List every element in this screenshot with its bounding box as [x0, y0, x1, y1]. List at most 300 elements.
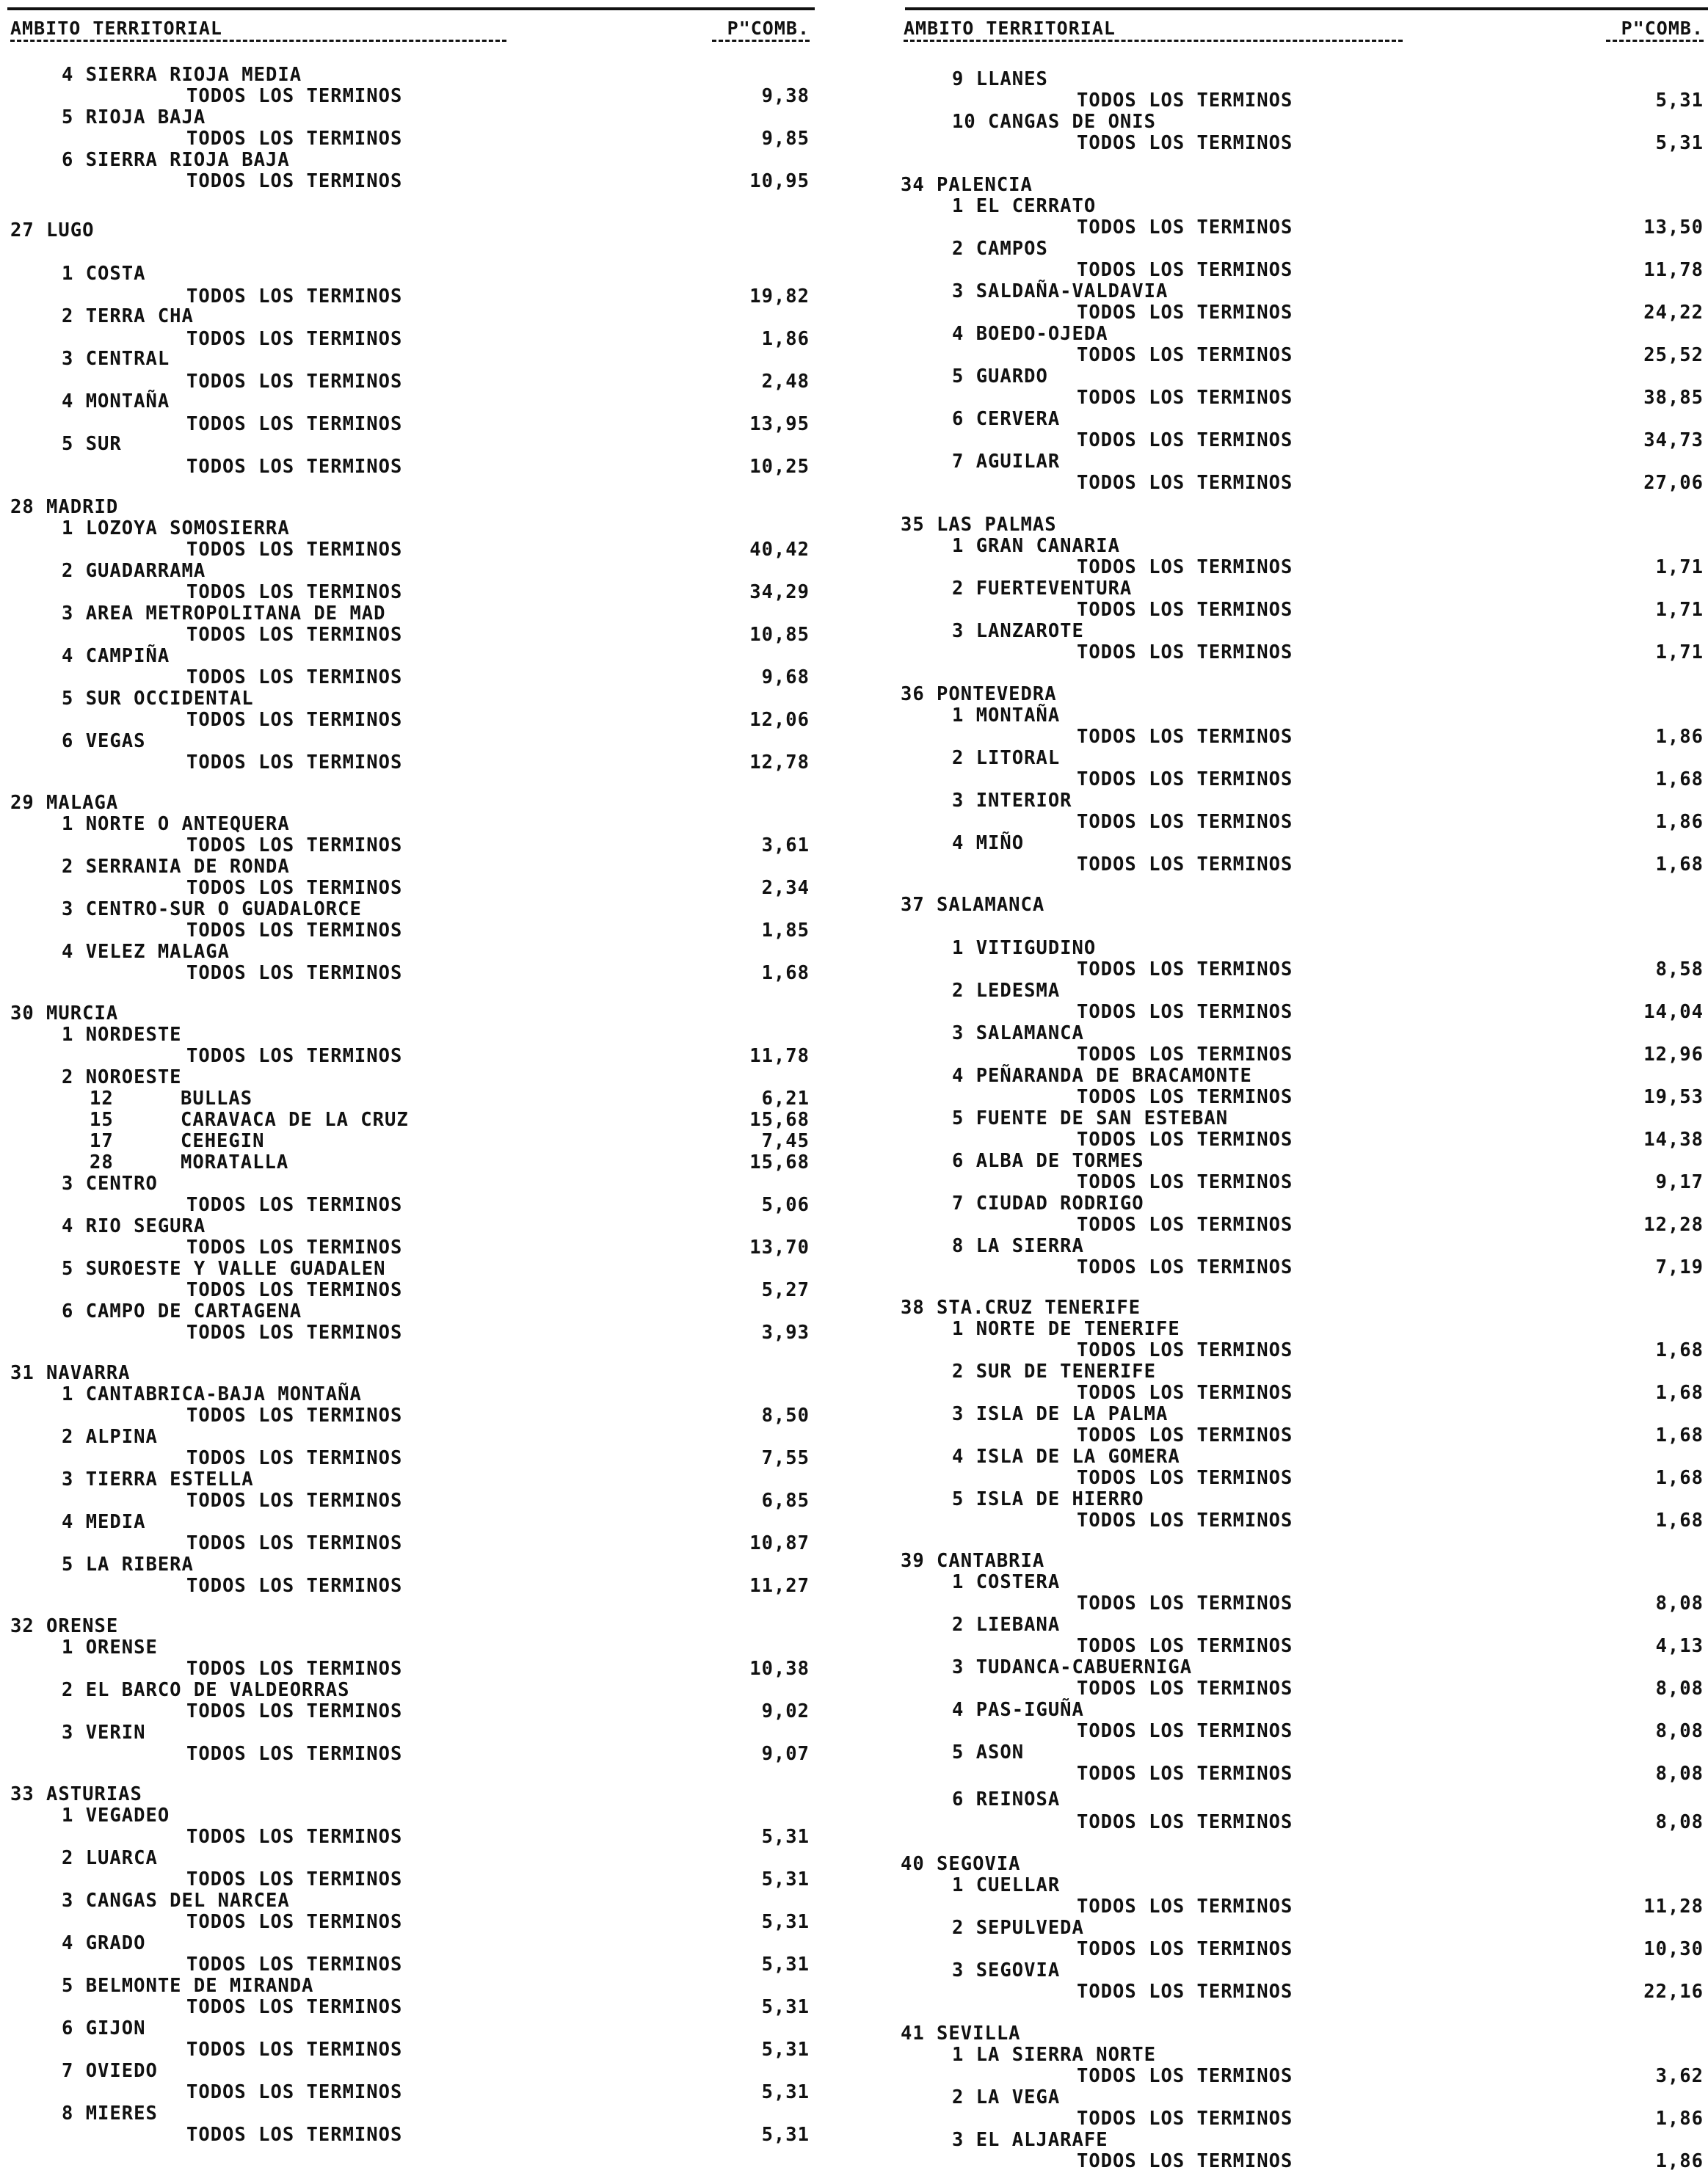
territory-label: TODOS LOS TERMINOS [186, 1279, 403, 1301]
territory-label: TODOS LOS TERMINOS [1077, 1467, 1293, 1489]
pcomb-value: 7,55 [761, 1447, 810, 1469]
territory-label: TODOS LOS TERMINOS [186, 2081, 403, 2103]
comarca-row [0, 432, 818, 456]
territory-label: TODOS LOS TERMINOS [186, 1868, 403, 1890]
comarca-row [0, 898, 818, 921]
province-row [890, 2022, 1708, 2045]
territory-label: TODOS LOS TERMINOS [1077, 472, 1293, 494]
comarca-row [0, 1023, 818, 1046]
province-row [890, 173, 1708, 197]
territory-label: TODOS LOS TERMINOS [1077, 811, 1293, 833]
territory-label: TODOS LOS TERMINOS [186, 834, 403, 856]
comarca-row [0, 1846, 818, 1870]
territory-label: TODOS LOS TERMINOS [1077, 1678, 1293, 1700]
comarca-row [890, 322, 1708, 346]
territory-label: 41 SEVILLA [901, 2023, 1021, 2045]
territory-label: 6 ALBA DE TORMES [952, 1150, 1144, 1172]
comarca-row [0, 559, 818, 583]
pcomb-value: 1,68 [1655, 1339, 1704, 1361]
comarca-row [0, 262, 818, 285]
comarca-row [0, 2017, 818, 2040]
comarca-row [0, 729, 818, 753]
term-row [0, 623, 818, 647]
term-row [0, 919, 818, 942]
territory-label: TODOS LOS TERMINOS [186, 581, 403, 603]
pcomb-value: 1,86 [1655, 726, 1704, 748]
territory-label: 4 MONTAÑA [62, 390, 170, 412]
term-row [890, 1762, 1708, 1786]
territory-label: 3 CENTRO [62, 1173, 158, 1195]
term-row [0, 1700, 818, 1723]
term-row [890, 958, 1708, 981]
comarca-row [890, 1656, 1708, 1679]
comarca-row [0, 1678, 818, 1702]
pcomb-value: 5,31 [761, 1868, 810, 1890]
term-row [0, 1574, 818, 1598]
territory-label: 4 RIO SEGURA [62, 1215, 206, 1237]
comarca-row [890, 237, 1708, 261]
pcomb-value: 38,85 [1643, 387, 1704, 409]
territory-label: TODOS LOS TERMINOS [1077, 1811, 1293, 1833]
territory-label: 2 TERRA CHA [62, 305, 194, 327]
pcomb-value: 1,86 [1655, 2108, 1704, 2130]
pcomb-value: 9,02 [761, 1700, 810, 1722]
territory-label: TODOS LOS TERMINOS [1077, 599, 1293, 621]
header-underline-ambito [10, 40, 506, 42]
pcomb-value: 25,52 [1643, 344, 1704, 366]
term-row [890, 1256, 1708, 1279]
pcomb-value: 1,85 [761, 920, 810, 942]
pcomb-value: 12,78 [749, 751, 810, 774]
term-row [890, 598, 1708, 622]
term-row [890, 1085, 1708, 1109]
term-row [890, 429, 1708, 452]
comarca-row [890, 1613, 1708, 1637]
comarca-row [890, 1570, 1708, 1594]
comarca-row [0, 1066, 818, 1089]
pcomb-value: 8,50 [761, 1405, 810, 1427]
municipality-code: 15 [90, 1109, 114, 1131]
term-row [0, 1489, 818, 1513]
pcomb-value: 12,06 [749, 709, 810, 731]
territory-label: 5 SUROESTE Y VALLE GUADALEN [62, 1258, 386, 1280]
term-row [0, 834, 818, 857]
comarca-row [890, 1741, 1708, 1764]
pcomb-value: 34,29 [749, 581, 810, 603]
term-row [0, 1151, 818, 1174]
territory-label: TODOS LOS TERMINOS [1077, 958, 1293, 980]
comarca-row [890, 746, 1708, 770]
term-row [0, 751, 818, 774]
pcomb-value: 40,42 [749, 539, 810, 561]
territory-label: TODOS LOS TERMINOS [1077, 1896, 1293, 1918]
territory-label: 1 MONTAÑA [952, 705, 1061, 727]
pcomb-value: 2,34 [761, 877, 810, 899]
pcomb-value: 5,31 [761, 2039, 810, 2061]
pcomb-value: 9,17 [1655, 1171, 1704, 1193]
territory-label: MORATALLA [181, 1151, 289, 1173]
term-row [890, 1128, 1708, 1151]
comarca-row [890, 2086, 1708, 2109]
territory-label: TODOS LOS TERMINOS [186, 666, 403, 688]
term-row [0, 538, 818, 561]
comarca-row [0, 1468, 818, 1491]
territory-label: 7 OVIEDO [62, 2060, 158, 2082]
term-row [890, 1381, 1708, 1405]
comarca-row [890, 1698, 1708, 1722]
territory-label: TODOS LOS TERMINOS [1077, 1256, 1293, 1278]
pcomb-value: 8,58 [1655, 958, 1704, 980]
pcomb-value: 1,68 [1655, 1382, 1704, 1404]
territory-label: 1 CANTABRICA-BAJA MONTAÑA [62, 1383, 362, 1405]
territory-label: TODOS LOS TERMINOS [1077, 1171, 1293, 1193]
territory-label: TODOS LOS TERMINOS [186, 962, 403, 984]
pcomb-value: 1,86 [1655, 2150, 1704, 2172]
territory-label: TODOS LOS TERMINOS [1077, 556, 1293, 578]
territory-label: TODOS LOS TERMINOS [186, 1532, 403, 1554]
header-underline-pcomb [1606, 40, 1704, 42]
comarca-row [890, 2043, 1708, 2067]
territory-label: TODOS LOS TERMINOS [186, 1743, 403, 1765]
pcomb-value: 13,50 [1643, 216, 1704, 239]
pcomb-value: 10,87 [749, 1532, 810, 1554]
territory-label: TODOS LOS TERMINOS [1077, 726, 1293, 748]
pcomb-value: 27,06 [1643, 472, 1704, 494]
comarca-row [0, 1932, 818, 1955]
territory-label: 2 GUADARRAMA [62, 560, 206, 582]
comarca-row [890, 2128, 1708, 2152]
term-row [890, 1509, 1708, 1532]
territory-label: TODOS LOS TERMINOS [186, 1045, 403, 1067]
term-row [0, 1532, 818, 1555]
term-row [0, 127, 818, 150]
comarca-row [0, 106, 818, 129]
territory-label: 1 LOZOYA SOMOSIERRA [62, 517, 290, 539]
territory-label: TODOS LOS TERMINOS [1077, 344, 1293, 366]
territory-label: 6 CAMPO DE CARTAGENA [62, 1300, 302, 1322]
pcomb-value: 8,08 [1655, 1763, 1704, 1785]
term-row [0, 1321, 818, 1344]
pcomb-value: 10,30 [1643, 1938, 1704, 1960]
term-row [0, 455, 818, 478]
term-row [890, 258, 1708, 282]
territory-label: TODOS LOS TERMINOS [1077, 853, 1293, 876]
term-row [0, 1953, 818, 1976]
pcomb-value: 3,62 [1655, 2065, 1704, 2087]
comarca-row [0, 2102, 818, 2125]
term-row [890, 1213, 1708, 1237]
pcomb-value: 10,25 [749, 456, 810, 478]
comarca-row [0, 1510, 818, 1534]
territory-label: TODOS LOS TERMINOS [1077, 1424, 1293, 1446]
term-row [890, 1677, 1708, 1700]
pcomb-value: 9,68 [761, 666, 810, 688]
term-row [890, 1895, 1708, 1918]
territory-label: 3 CANGAS DEL NARCEA [62, 1890, 290, 1912]
territory-label: 4 SIERRA RIOJA MEDIA [62, 64, 302, 86]
territory-label: 6 GIJON [62, 2017, 146, 2039]
pcomb-value: 8,08 [1655, 1592, 1704, 1615]
comarca-row [890, 979, 1708, 1002]
term-row [890, 641, 1708, 664]
territory-label: TODOS LOS TERMINOS [186, 170, 403, 192]
province-row [890, 682, 1708, 706]
pcomb-value: 5,31 [761, 1826, 810, 1848]
term-row [890, 386, 1708, 410]
term-row [0, 1129, 818, 1153]
term-row [0, 1868, 818, 1891]
territory-label: 2 ALPINA [62, 1426, 158, 1448]
term-row [0, 666, 818, 689]
territory-label: TODOS LOS TERMINOS [1077, 1001, 1293, 1023]
comarca-row [890, 1788, 1708, 1811]
territory-label: 29 MALAGA [10, 792, 119, 814]
comarca-row [890, 1874, 1708, 1897]
comarca-row [890, 1445, 1708, 1468]
territory-label: TODOS LOS TERMINOS [186, 1490, 403, 1512]
pcomb-value: 3,93 [761, 1322, 810, 1344]
territory-label: 5 FUENTE DE SAN ESTEBAN [952, 1107, 1229, 1129]
municipality-code: 28 [90, 1151, 114, 1173]
territory-label: TODOS LOS TERMINOS [1077, 2065, 1293, 2087]
comarca-row [890, 1488, 1708, 1511]
term-row [0, 2038, 818, 2061]
territory-label: 2 CAMPOS [952, 238, 1048, 260]
territory-label: TODOS LOS TERMINOS [186, 624, 403, 646]
territory-label: 8 MIERES [62, 2103, 158, 2125]
territory-label: TODOS LOS TERMINOS [1077, 641, 1293, 663]
pcomb-value: 1,71 [1655, 641, 1704, 663]
term-row [890, 725, 1708, 749]
territory-label: 5 GUARDO [952, 365, 1048, 387]
territory-label: TODOS LOS TERMINOS [1077, 1086, 1293, 1108]
term-row [0, 1404, 818, 1427]
pcomb-value: 10,85 [749, 624, 810, 646]
territory-label: 1 COSTERA [952, 1571, 1061, 1593]
comarca-row [0, 1889, 818, 1912]
pcomb-value: 11,78 [1643, 259, 1704, 281]
comarca-row [0, 1215, 818, 1238]
territory-label: 2 EL BARCO DE VALDEORRAS [62, 1679, 350, 1701]
header-pcomb: P"COMB. [727, 18, 810, 39]
territory-label: TODOS LOS TERMINOS [186, 539, 403, 561]
territory-label: 27 LUGO [10, 219, 95, 241]
territory-label: 9 LLANES [952, 68, 1048, 90]
comarca-row [0, 1383, 818, 1406]
territory-label: TODOS LOS TERMINOS [1077, 1981, 1293, 2003]
pcomb-value: 1,68 [1655, 768, 1704, 790]
comarca-row [890, 1192, 1708, 1215]
comarca-row [890, 619, 1708, 643]
comarca-row [0, 1425, 818, 1449]
territory-label: TODOS LOS TERMINOS [186, 128, 403, 150]
pcomb-value: 11,27 [749, 1575, 810, 1597]
territory-label: TODOS LOS TERMINOS [186, 1194, 403, 1216]
term-row [0, 1825, 818, 1849]
pcomb-value: 5,31 [761, 1911, 810, 1933]
territory-label: 3 CENTRAL [62, 348, 170, 370]
pcomb-value: 8,08 [1655, 1720, 1704, 1742]
pcomb-value: 12,28 [1643, 1214, 1704, 1236]
territory-label: 3 SALDAÑA-VALDAVIA [952, 280, 1169, 302]
territory-label: 34 PALENCIA [901, 174, 1033, 196]
pcomb-value: 34,73 [1643, 429, 1704, 451]
territory-label: 6 VEGAS [62, 730, 146, 752]
territory-label: TODOS LOS TERMINOS [186, 285, 403, 307]
territory-label: 3 SALAMANCA [952, 1022, 1084, 1044]
territory-label: 4 PEÑARANDA DE BRACAMONTE [952, 1065, 1252, 1087]
territory-label: 37 SALAMANCA [901, 894, 1045, 916]
comarca-row [0, 63, 818, 87]
territory-label: TODOS LOS TERMINOS [1077, 1938, 1293, 1960]
province-row [890, 1296, 1708, 1320]
term-row [890, 556, 1708, 579]
territory-label: 2 SUR DE TENERIFE [952, 1361, 1156, 1383]
pcomb-value: 11,28 [1643, 1896, 1704, 1918]
territory-label: 33 ASTURIAS [10, 1783, 142, 1805]
territory-label: 28 MADRID [10, 496, 119, 518]
term-row [890, 89, 1708, 112]
term-row [0, 84, 818, 108]
comarca-row [0, 1636, 818, 1659]
comarca-row [890, 789, 1708, 812]
territory-label: TODOS LOS TERMINOS [186, 920, 403, 942]
term-row [0, 708, 818, 732]
territory-label: 8 LA SIERRA [952, 1235, 1084, 1257]
term-row [890, 768, 1708, 791]
territory-label: TODOS LOS TERMINOS [1077, 1044, 1293, 1066]
pcomb-value: 1,86 [761, 328, 810, 350]
pcomb-value: 19,82 [749, 285, 810, 307]
comarca-row [0, 1721, 818, 1744]
pcomb-value: 10,95 [749, 170, 810, 192]
comarca-row [890, 1022, 1708, 1045]
term-row [890, 471, 1708, 495]
territory-label: 1 GRAN CANARIA [952, 535, 1120, 557]
territory-label: 38 STA.CRUZ TENERIFE [901, 1297, 1141, 1319]
municipality-code: 17 [90, 1130, 114, 1152]
term-row [0, 1236, 818, 1259]
province-row [890, 893, 1708, 917]
territory-label: 2 SERRANIA DE RONDA [62, 856, 290, 878]
pcomb-value: 8,08 [1655, 1811, 1704, 1833]
territory-label: 1 LA SIERRA NORTE [952, 2044, 1156, 2066]
territory-label: 2 LEDESMA [952, 980, 1061, 1002]
pcomb-value: 1,86 [1655, 811, 1704, 833]
territory-label: 1 NORTE DE TENERIFE [952, 1318, 1180, 1340]
territory-label: TODOS LOS TERMINOS [1077, 1635, 1293, 1657]
territory-label: 10 CANGAS DE ONIS [952, 111, 1156, 133]
comarca-row [0, 1804, 818, 1827]
pcomb-value: 1,68 [1655, 853, 1704, 876]
territory-label: TODOS LOS TERMINOS [186, 371, 403, 393]
term-row [0, 961, 818, 985]
territory-label: TODOS LOS TERMINOS [186, 709, 403, 731]
term-row [890, 343, 1708, 367]
territory-label: TODOS LOS TERMINOS [1077, 302, 1293, 324]
territory-label: 35 LAS PALMAS [901, 514, 1057, 536]
territory-label: 1 VITIGUDINO [952, 937, 1097, 959]
territory-label: 3 TIERRA ESTELLA [62, 1468, 254, 1490]
term-row [0, 876, 818, 900]
territory-label: TODOS LOS TERMINOS [186, 2124, 403, 2146]
pcomb-value: 5,31 [761, 2081, 810, 2103]
term-row [890, 1466, 1708, 1490]
term-row [0, 1087, 818, 1110]
pcomb-value: 5,06 [761, 1194, 810, 1216]
comarca-row [890, 1916, 1708, 1940]
province-row [0, 219, 818, 242]
comarca-row [0, 940, 818, 964]
term-row [890, 1937, 1708, 1961]
comarca-row [890, 110, 1708, 134]
term-row [890, 1043, 1708, 1066]
comarca-row [890, 365, 1708, 388]
territory-label: 2 LA VEGA [952, 2086, 1061, 2108]
pcomb-value: 4,13 [1655, 1635, 1704, 1657]
pcomb-value: 2,48 [761, 371, 810, 393]
comarca-row [0, 1172, 818, 1195]
term-row [890, 1000, 1708, 1024]
comarca-row [890, 1234, 1708, 1258]
pcomb-value: 7,45 [761, 1130, 810, 1152]
territory-label: TODOS LOS TERMINOS [1077, 1214, 1293, 1236]
term-row [890, 1424, 1708, 1447]
territory-label: 1 ORENSE [62, 1637, 158, 1659]
territory-label: 3 AREA METROPOLITANA DE MAD [62, 603, 386, 625]
comarca-row [890, 68, 1708, 91]
territory-label: TODOS LOS TERMINOS [186, 1447, 403, 1469]
term-row [890, 1339, 1708, 1362]
territory-label: 1 VEGADEO [62, 1805, 170, 1827]
comarca-row [0, 2059, 818, 2083]
pcomb-value: 22,16 [1643, 1981, 1704, 2003]
territory-label: TODOS LOS TERMINOS [1077, 1382, 1293, 1404]
province-row [0, 1783, 818, 1806]
term-row [890, 1592, 1708, 1615]
pcomb-value: 1,71 [1655, 599, 1704, 621]
term-row [0, 1910, 818, 1934]
comarca-row [890, 534, 1708, 558]
term-row [890, 810, 1708, 834]
territory-label: 4 MIÑO [952, 832, 1025, 854]
territory-label: 4 VELEZ MALAGA [62, 941, 230, 963]
comarca-row [0, 305, 818, 328]
pcomb-value: 6,21 [761, 1088, 810, 1110]
territory-label: TODOS LOS TERMINOS [1077, 216, 1293, 239]
top-rule [905, 7, 1708, 10]
pcomb-value: 19,53 [1643, 1086, 1704, 1108]
territory-label: 39 CANTABRIA [901, 1550, 1045, 1572]
territory-label: 3 SEGOVIA [952, 1959, 1061, 1981]
comarca-row [890, 1402, 1708, 1426]
pcomb-value: 5,31 [761, 1954, 810, 1976]
territory-label: 7 AGUILAR [952, 451, 1061, 473]
comarca-row [0, 390, 818, 413]
territory-label: TODOS LOS TERMINOS [186, 1322, 403, 1344]
header-underline-ambito [904, 40, 1403, 42]
term-row [0, 170, 818, 193]
comarca-row [0, 1974, 818, 1998]
territory-label: CEHEGIN [181, 1130, 265, 1152]
municipality-code: 12 [90, 1088, 114, 1110]
pcomb-value: 1,68 [1655, 1467, 1704, 1489]
territory-label: 3 EL ALJARAFE [952, 2129, 1108, 2151]
territory-label: TODOS LOS TERMINOS [186, 877, 403, 899]
territory-label: 3 INTERIOR [952, 790, 1072, 812]
pcomb-value: 9,38 [761, 85, 810, 107]
territory-label: 5 BELMONTE DE MIRANDA [62, 1975, 314, 1997]
